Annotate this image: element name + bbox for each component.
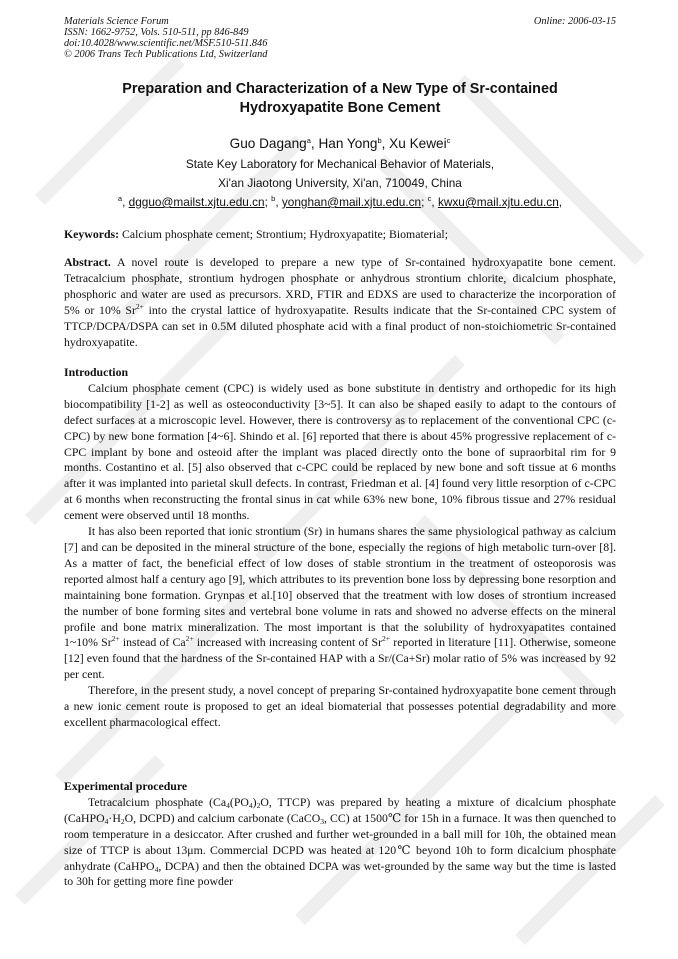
paragraph-text: It has also been reported that ionic strontium (Sr) in humans shares the same physiological pathway as calcium [7] and can be deposited in the mineral structure of the bone, especially the regions of high metabolic turn-over [8]. As a matter of fact, the beneficial effect of low doses of stable strontium in the treatment of osteoporosis was reported almost half a century ago [9], which attributes to its prevention bone loss by depressing bone resorption and maintaining bone formation. Grynpas et al.[10] observed that the treatment with low doses of strontium increased the number of bone forming sites and vertebral bone volume in rats and showed no adverse effects on the mineral profile and bone matrix mineralization. The most important is that the solubility of hydroxyapatites contained 1~10% Sr <box>64 524 616 650</box>
subscript: 4 <box>248 800 253 810</box>
paragraph: Calcium phosphate cement (CPC) is widely used as bone substitute in dentistry and orthopedic for its high biocompatibility [1-2] as well as osteoconductivity [3~5]. It can also be shaped easily to adapt to the contours of defect surfaces at a microscopic level. However, there is controversy as to replacement of the conventional CPC (c-CPC) by new bone formation [4~6]. Shindo et al. [6] reported that there is about 45% progressive replacement of c-CPC implant by bone and osteoid after the implant was placed directly onto the bone of supraorbital rim for 9 months. Costantino et al. [5] also observed that c-CPC could be replaced by new bone and soft tissue at 6 months after it was implanted into parietal skull defects. In contrast, Friedman et al. [4] found very little resorption of c-CPC at 6 months when reconstructing the frontal sinus in cat while 63% new bone, 10% fibrous tissue and 27% residual cement were observed until 18 months. <box>64 380 616 523</box>
paragraph-text: instead of Ca <box>119 635 186 650</box>
keywords-label: Keywords: <box>64 227 120 241</box>
email-link-c[interactable]: kwxu@mail.xjtu.edu.cn <box>437 195 559 209</box>
email-link-a[interactable]: dgguo@mailst.xjtu.edu.cn <box>128 195 265 209</box>
paragraph-text: O, TTCP) was prepared by heating a mixture of dicalcium phosphate (CaHPO <box>64 794 617 825</box>
abstract-label: Abstract. <box>64 255 111 269</box>
email-marker: c <box>427 194 432 203</box>
subscript: 4 <box>226 800 230 810</box>
subscript: 2 <box>120 816 125 826</box>
superscript: 2+ <box>382 634 391 644</box>
email-line: $^a$, dgguo@mailst.xjtu.edu.cn; $^b$, yonghan@mail.xjtu.edu.cn; $^c$, kwxu@mail.xjtu.edu.cn, <box>117 194 563 209</box>
experimental-section <box>64 779 616 890</box>
email-marker: b <box>271 194 276 203</box>
email-link-b[interactable]: yonghan@mail.xjtu.edu.cn <box>281 195 422 209</box>
title-line-2: Hydroxyapatite Bone Cement <box>239 100 441 116</box>
journal-name: Materials Science Forum <box>64 16 169 27</box>
affiliation-line-1: State Key Laboratory for Mechanical Behavior of Materials, <box>185 157 495 171</box>
paper-title <box>64 80 616 118</box>
abstract-text-cont: into the crystal lattice of hydroxyapatite. Results indicate that the Sr-contained CPC system of TTCP/DCPA/DSPA can set in 0.5M diluted phosphate acid with a final product of non-stoichiometric Sr-contained hydroxyapatite. <box>64 302 616 349</box>
author-marker: b <box>377 136 382 145</box>
section-heading: Experimental procedure <box>64 779 188 793</box>
running-header <box>64 16 616 60</box>
subscript: 2 <box>256 800 261 810</box>
author-name: Xu Kewei <box>389 136 447 151</box>
affiliation <box>64 155 616 212</box>
paragraph-text: Tetracalcium phosphate (Ca <box>88 794 227 809</box>
paragraph-text: ·H <box>108 810 121 825</box>
superscript: 2+ <box>185 634 194 644</box>
paragraph-text: (PO <box>229 794 249 809</box>
paragraph-text: ) <box>252 794 257 809</box>
email-marker: a <box>117 194 123 203</box>
issn-line: ISSN: 1662-9752, Vols. 510-511, pp 846-849 <box>64 27 249 38</box>
subscript: 3 <box>320 816 325 826</box>
paragraph-text: , DCPA) and then the obtained DCPA was wet-grounded by the same way but the time is lasted to 30h for getting more fine powder <box>64 858 617 889</box>
paragraph-text: reported in literature [11]. Otherwise, someone [12] even found that the hardness of the Sr-contained HAP with a Sr/(Ca+Sr) molar ratio of 5% was increased by 92 per cent. <box>64 635 616 682</box>
abstract-sup: 2+ <box>135 301 144 311</box>
paragraph: Therefore, in the present study, a novel concept of preparing Sr-contained hydroxyapatite bone cement through a new ionic cement route is proposed to get an ideal biomaterial that possesses potential degradability and more excellent pharmacological effect. <box>64 683 616 729</box>
keywords-text: Calcium phosphate cement; Strontium; Hydroxyapatite; Biomaterial; <box>122 227 448 241</box>
paragraph-text: O, DCPD) and calcium carbonate (CaCO <box>124 810 321 825</box>
online-date: Online: 2006-03-15 <box>533 16 616 27</box>
paragraph <box>64 795 616 890</box>
author-name: Guo Dagang <box>229 136 307 151</box>
superscript: 2+ <box>111 634 120 644</box>
affiliation-line-2: Xi'an Jiaotong University, Xi'an, 710049, China <box>218 176 462 190</box>
author-name: Han Yong <box>318 136 378 151</box>
copyright-line: © 2006 Trans Tech Publications Ltd, Switzerland <box>64 49 268 60</box>
introduction-section <box>64 365 616 731</box>
title-line-1: Preparation and Characterization of a New Type of Sr-contained <box>122 81 558 97</box>
author-marker: c <box>446 136 451 145</box>
abstract-text: A novel route is developed to prepare a new type of Sr-contained hydroxyapatite bone cement. Tetracalcium phosphate, strontium hydrogen phosphate or anhydrous strontium chlorite, dicalcium phosphate, phosphoric and water are used as precursors. XRD, FTIR and EDXS are used to characterize the incorporation of 5% or 10% Sr <box>64 255 616 317</box>
abstract <box>64 255 616 350</box>
doi-line: doi:10.4028/www.scientific.net/MSF.510-511.846 <box>64 38 268 49</box>
author-marker: a <box>306 136 311 145</box>
author-list: Guo Dagang$^a$, Han Yong$^b$, Xu Kewei$^c$ <box>229 136 451 151</box>
subscript: 4 <box>104 816 109 826</box>
paragraph-text: , CC) at 1500℃ for 15h in a furnace. It was then quenched to room temperature in a desiccator. After crushed and further wet-grounded in a ball mill for 10h, the obtained mean size of TTCP is about 13μm. Commercial DCPD was heated at 120℃ beyond 10h to form dicalcium phosphate anhydrate (CaHPO <box>64 810 617 873</box>
subscript: 4 <box>154 864 159 874</box>
section-heading: Introduction <box>64 365 129 379</box>
paragraph-text: increased with increasing content of Sr <box>193 635 383 650</box>
paragraph <box>64 524 616 683</box>
keywords <box>64 227 616 243</box>
